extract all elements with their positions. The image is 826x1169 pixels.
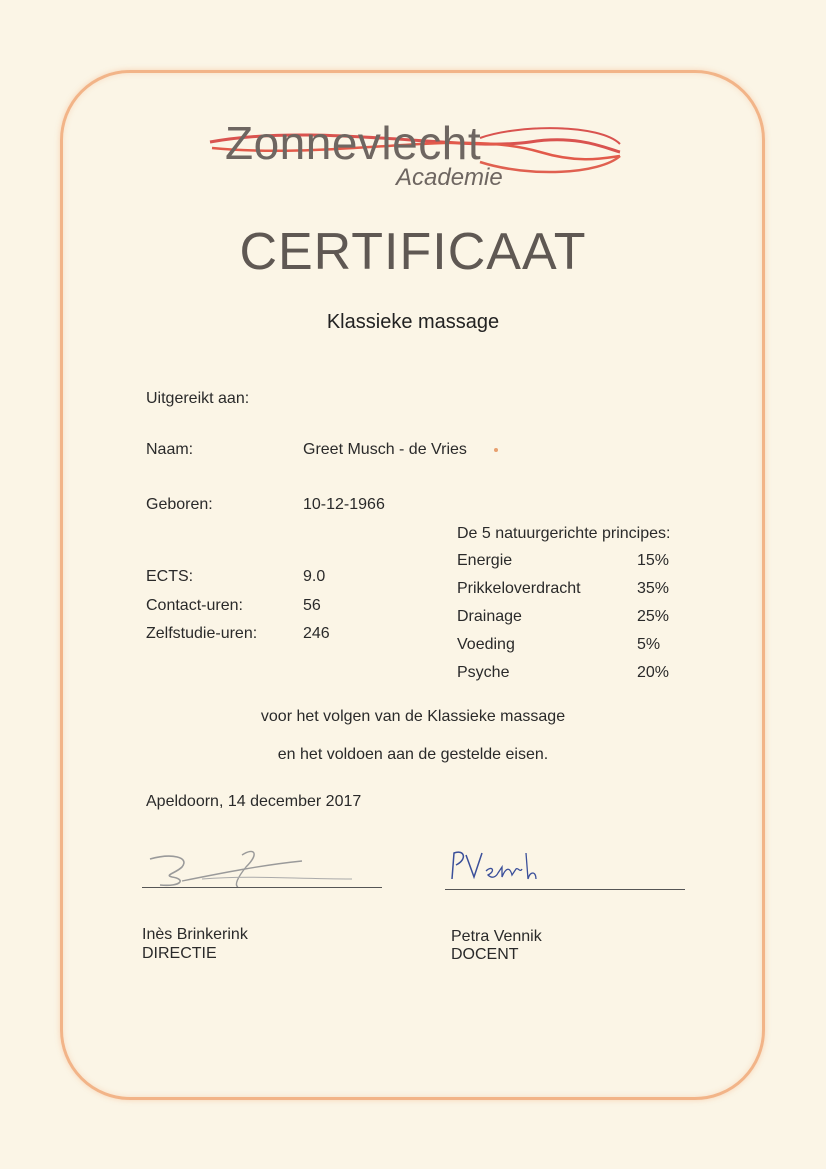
director-name: Inès Brinkerink bbox=[142, 926, 248, 943]
academy-logo bbox=[200, 112, 630, 192]
teacher-role: DOCENT bbox=[451, 946, 519, 963]
director-role: DIRECTIE bbox=[142, 945, 217, 962]
name-value: Greet Musch - de Vries bbox=[303, 441, 467, 458]
issued-to-label: Uitgereikt aan: bbox=[146, 390, 250, 407]
signature-line-teacher bbox=[445, 889, 685, 890]
principle-pct: 15% bbox=[637, 552, 670, 569]
principle-name: Drainage bbox=[457, 608, 522, 625]
contact-hours-value: 56 bbox=[303, 597, 321, 614]
principle-pct: 25% bbox=[637, 608, 670, 625]
principle-pct: 5% bbox=[637, 636, 661, 653]
course-title: Klassieke massage bbox=[326, 311, 500, 333]
name-label: Naam: bbox=[146, 441, 194, 458]
selfstudy-hours-label: Zelfstudie-uren: bbox=[146, 625, 258, 642]
statement-line-2: en het voldoen aan de gestelde eisen. bbox=[277, 746, 549, 763]
principle-pct: 35% bbox=[637, 580, 670, 597]
birthdate-value: 10-12-1966 bbox=[303, 496, 385, 513]
ects-value: 9.0 bbox=[303, 568, 326, 585]
place-date: Apeldoorn, 14 december 2017 bbox=[146, 793, 362, 810]
contact-hours-label: Contact-uren: bbox=[146, 597, 243, 614]
signature-teacher-icon bbox=[446, 845, 546, 885]
logo-subname: Academie bbox=[396, 164, 503, 191]
selfstudy-hours-value: 246 bbox=[303, 625, 330, 642]
teacher-name: Petra Vennik bbox=[451, 928, 542, 945]
ects-label: ECTS: bbox=[146, 568, 194, 585]
principle-name: Prikkeloverdracht bbox=[457, 580, 581, 597]
principle-name: Psyche bbox=[457, 664, 510, 681]
principle-pct: 20% bbox=[637, 664, 670, 681]
principle-name: Energie bbox=[457, 552, 513, 569]
certificate-title: CERTIFICAAT bbox=[239, 223, 587, 281]
logo-name: Zonnevlecht bbox=[225, 117, 482, 169]
signature-line-director bbox=[142, 887, 382, 888]
mark-dot bbox=[494, 448, 498, 452]
statement-line-1: voor het volgen van de Klassieke massage bbox=[260, 708, 566, 725]
principles-heading: De 5 natuurgerichte principes: bbox=[457, 525, 671, 542]
birthdate-label: Geboren: bbox=[146, 496, 213, 513]
principle-name: Voeding bbox=[457, 636, 515, 653]
